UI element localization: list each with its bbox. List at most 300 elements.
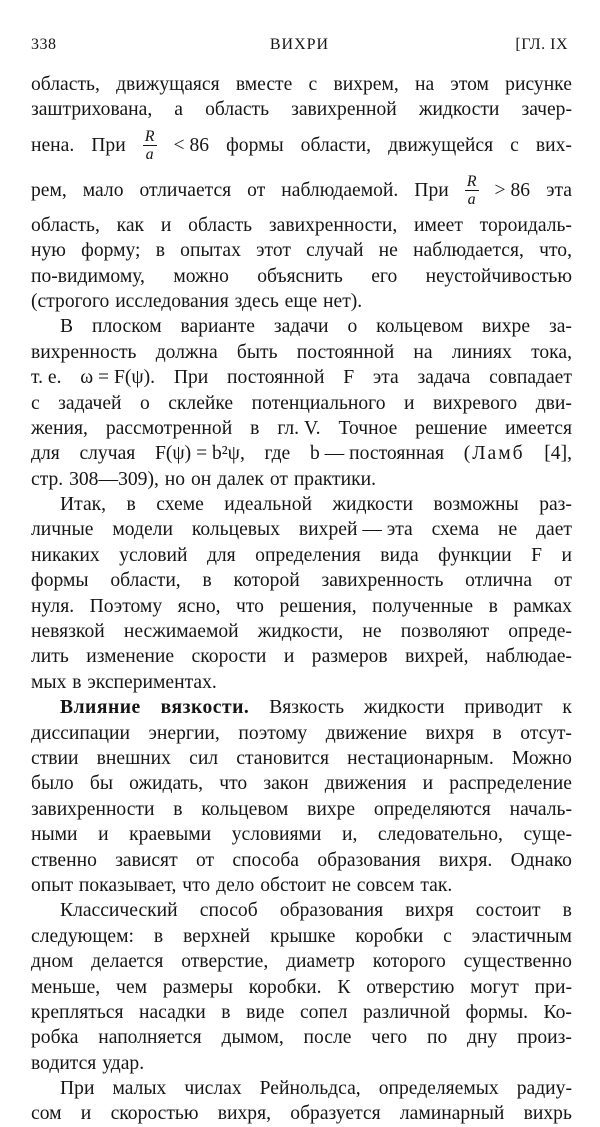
word: чего <box>371 1027 408 1049</box>
word: можно <box>173 265 229 287</box>
word: размеров <box>311 646 388 668</box>
word: форму; <box>81 240 141 262</box>
word: еще <box>284 290 318 312</box>
word: рассмотренной <box>105 417 233 439</box>
word: Ко- <box>543 1001 572 1023</box>
word: для <box>31 443 60 465</box>
word: К <box>337 976 351 998</box>
word: функции <box>438 544 512 566</box>
word: что, <box>539 240 572 262</box>
word: область <box>188 214 253 236</box>
word: исследования <box>115 290 229 312</box>
word: неустойчивостью <box>425 265 572 287</box>
word: с <box>510 134 519 156</box>
word: которого <box>372 951 446 973</box>
text-line <box>31 746 572 771</box>
word: движущейся <box>388 134 494 156</box>
section-heading-word: Влияние <box>60 697 141 719</box>
word: ными <box>31 824 78 846</box>
word: существенно <box>463 951 572 973</box>
text-line <box>31 213 572 238</box>
word: модели <box>112 519 173 541</box>
word: постоянной <box>226 367 325 389</box>
word: от <box>553 570 572 592</box>
word: становится <box>236 747 329 769</box>
word: ω = F(ψ). <box>80 367 156 389</box>
word: малых <box>112 1078 167 1100</box>
word: как <box>116 214 145 236</box>
word: сопел <box>299 1001 348 1023</box>
word: движение <box>325 722 408 744</box>
word: наполняется <box>98 1027 202 1049</box>
word: распределение <box>449 773 572 795</box>
word: ствии <box>31 747 79 769</box>
fraction-r-over-a <box>143 128 157 163</box>
word: обстоит <box>260 874 326 896</box>
word: опытах <box>180 240 241 262</box>
word: внешних <box>96 747 171 769</box>
word: склейке <box>168 392 234 414</box>
word: кольцевом <box>376 316 464 338</box>
word: образования <box>279 900 384 922</box>
word: на <box>413 341 433 363</box>
word: схеме <box>156 494 204 516</box>
word: могут <box>470 976 519 998</box>
word: тороидаль- <box>479 214 572 236</box>
word: рем, <box>31 179 67 201</box>
word: практики. <box>293 468 377 490</box>
word: отличается <box>139 179 232 201</box>
word: не <box>497 519 518 541</box>
word: линиях <box>451 341 512 363</box>
word: поэтому <box>238 722 308 744</box>
word: область, <box>31 214 100 236</box>
word: вихря. <box>439 849 493 871</box>
text-line <box>31 594 572 619</box>
text-line <box>31 924 572 949</box>
word: рамках <box>513 595 572 617</box>
fraction-denominator: a <box>467 190 476 208</box>
text-line <box>31 416 572 441</box>
word: Однако <box>510 849 572 871</box>
text-line <box>31 848 572 873</box>
word: совсем <box>356 874 415 896</box>
word: и <box>98 824 109 846</box>
running-title: ВИХРИ <box>269 36 330 53</box>
word: числах <box>184 1078 242 1100</box>
text-line <box>31 1025 572 1050</box>
word: удар. <box>102 1052 145 1074</box>
word: приводит <box>464 697 543 719</box>
word: В <box>60 316 74 338</box>
word: что <box>236 595 264 617</box>
word: возможны <box>433 494 519 516</box>
word: здесь <box>234 290 279 312</box>
word: плоском <box>92 316 162 338</box>
word: верхней <box>183 925 251 947</box>
word: было <box>31 773 74 795</box>
word: по <box>426 1027 448 1049</box>
word: с <box>443 925 452 947</box>
text-line <box>31 568 572 593</box>
text-line <box>31 1000 572 1025</box>
word: вихря <box>425 722 474 744</box>
text-line <box>31 340 572 365</box>
text-line <box>31 264 572 289</box>
fraction-r-over-a <box>465 173 479 208</box>
word: нена. <box>31 134 75 156</box>
word: наблюдае- <box>485 646 572 668</box>
word: не <box>362 621 382 643</box>
word: в <box>126 494 136 516</box>
word: при- <box>534 976 572 998</box>
word: раз- <box>539 494 572 516</box>
word: При <box>414 179 449 201</box>
word: он <box>190 468 212 490</box>
word: [4], <box>544 443 572 465</box>
word: в <box>72 671 82 693</box>
text-line <box>31 365 572 390</box>
word: постоянной <box>296 341 395 363</box>
word: имеет <box>414 214 463 236</box>
word: гл. V. <box>277 417 321 439</box>
word: за- <box>548 316 572 338</box>
word: наблюдаемой. <box>281 179 399 201</box>
word: делается <box>91 951 164 973</box>
word: в <box>492 722 502 744</box>
word: и <box>422 773 434 795</box>
word: образования <box>317 849 421 871</box>
word: определения <box>255 544 361 566</box>
word: условиями <box>231 824 322 846</box>
word: образуется <box>290 1103 381 1125</box>
word: в <box>173 798 183 820</box>
text-line <box>31 441 572 466</box>
word: водится <box>31 1052 97 1074</box>
word: от <box>247 179 266 201</box>
text-line <box>31 492 572 517</box>
word: в <box>221 1001 231 1023</box>
word: случай <box>306 240 364 262</box>
word: с <box>31 392 40 414</box>
text-line <box>31 1051 572 1076</box>
word: должна <box>155 341 218 363</box>
word: области, <box>110 570 181 592</box>
word: заштрихована, <box>31 99 153 121</box>
word: отлична <box>465 570 533 592</box>
word: ясно, <box>177 595 221 617</box>
word: насадки <box>139 1001 206 1023</box>
text-line <box>31 314 572 339</box>
word: рисунке <box>505 74 572 95</box>
word: отверстию <box>366 976 455 998</box>
word: что <box>219 773 248 795</box>
word: после <box>303 1027 352 1049</box>
text-line <box>31 97 572 122</box>
word: и <box>283 646 295 668</box>
word: крышке <box>270 925 336 947</box>
text-line <box>31 168 572 213</box>
word: вихрем, <box>333 74 399 95</box>
word: движущаяся <box>116 74 220 95</box>
word: его <box>371 265 398 287</box>
word: способ <box>199 900 258 922</box>
word: этот <box>256 240 291 262</box>
word: что <box>182 874 211 896</box>
word: в <box>202 570 212 592</box>
word: различной <box>362 1001 451 1023</box>
word: лить <box>31 646 69 668</box>
text-line <box>31 391 572 416</box>
word: эластичным <box>471 925 572 947</box>
word: произ- <box>517 1027 572 1049</box>
word: способа <box>232 849 300 871</box>
word: Можно <box>511 747 572 769</box>
word: не <box>331 874 351 896</box>
word: Точное <box>338 417 398 439</box>
word: опыт <box>31 874 74 896</box>
word: жидкости, <box>257 621 344 643</box>
word: личные <box>31 519 94 541</box>
word: где <box>264 443 291 465</box>
word: коробки. <box>248 976 322 998</box>
word: состоит <box>475 900 541 922</box>
word: отверстие, <box>181 951 269 973</box>
word: варианте <box>180 316 255 338</box>
word: меньше, <box>31 976 101 998</box>
text-line <box>31 467 572 492</box>
word: краевыми <box>129 824 212 846</box>
word: о <box>139 392 150 414</box>
word: показывает, <box>78 874 177 896</box>
word: При <box>60 1078 95 1100</box>
text-line <box>31 543 572 568</box>
word: робка <box>31 1027 79 1049</box>
word: задача <box>417 367 471 389</box>
word: нет). <box>323 290 363 312</box>
text-line <box>31 822 572 847</box>
word: эта <box>372 367 399 389</box>
word: идеальной <box>224 494 312 516</box>
word: ламинарный <box>399 1103 505 1125</box>
text-line <box>31 1101 572 1126</box>
word: схема <box>431 519 480 541</box>
word: скорости <box>191 646 267 668</box>
word: вихрей — эта <box>298 519 413 541</box>
word: При <box>173 367 209 389</box>
word: При <box>91 134 126 156</box>
word: < 86 <box>173 134 210 156</box>
text-line <box>31 238 572 263</box>
page-number: 338 <box>31 36 57 53</box>
word: вихре <box>307 798 356 820</box>
word: F(ψ) = b²ψ, <box>154 443 245 465</box>
word: жидкости <box>363 697 445 719</box>
word: завихренности, <box>268 214 398 236</box>
word: мало <box>82 179 124 201</box>
word: вихренность <box>31 341 137 363</box>
word: полученные <box>372 595 474 617</box>
word: зачер- <box>521 99 572 121</box>
word: и <box>80 1103 92 1125</box>
word: задачи <box>273 316 329 338</box>
word: началь- <box>509 798 572 820</box>
word: совпадает <box>489 367 572 389</box>
word: потенциального <box>251 392 386 414</box>
word: энергии, <box>148 722 220 744</box>
word: быть <box>236 341 278 363</box>
word: наблюдается, <box>413 240 524 262</box>
text-line <box>31 1076 572 1101</box>
word: формы <box>31 570 89 592</box>
word: скоростью <box>110 1103 199 1125</box>
word: на <box>415 74 435 95</box>
word: вихрь <box>523 1103 572 1125</box>
word: жидкости <box>332 494 413 516</box>
word: тока, <box>531 341 572 363</box>
word: никаких <box>31 544 100 566</box>
chapter-label: [ГЛ. IX <box>515 36 568 53</box>
word: области, <box>300 134 372 156</box>
word: > 86 <box>494 179 531 201</box>
text-line <box>31 289 572 314</box>
word: в <box>562 900 572 922</box>
word: следующем: <box>31 925 134 947</box>
word: к <box>562 697 572 719</box>
word: кольцевых <box>191 519 281 541</box>
word: вихря <box>405 900 454 922</box>
word: и <box>160 214 172 236</box>
word: нестационарным. <box>347 747 494 769</box>
word: (строгого <box>31 290 110 312</box>
word: не <box>378 240 398 262</box>
word: несжимаемой <box>123 621 239 643</box>
word: F <box>531 544 543 566</box>
word: дает <box>536 519 572 541</box>
word: в <box>250 417 260 439</box>
word: стр. <box>31 468 64 490</box>
word: виде <box>246 1001 285 1023</box>
section-heading-word: вязкости. <box>160 697 250 719</box>
text-line <box>31 670 572 695</box>
fraction-denominator: a <box>145 145 154 163</box>
word: b — постоянная <box>309 443 445 465</box>
word: кольцевом <box>201 798 289 820</box>
word: экспериментах. <box>87 671 217 693</box>
text-line <box>31 517 572 542</box>
text-line <box>31 975 572 1000</box>
word: которой <box>233 570 300 592</box>
word: имеется <box>505 417 572 439</box>
word: мых <box>31 671 67 693</box>
word: чем <box>116 976 147 998</box>
word: решения, <box>279 595 357 617</box>
word: диаметр <box>286 951 355 973</box>
word: определяемых <box>378 1078 499 1100</box>
page-text <box>31 72 572 1127</box>
word: вихрей, <box>405 646 469 668</box>
text-line <box>31 797 572 822</box>
word: 308—309), <box>69 468 159 490</box>
word: завихренности <box>31 798 155 820</box>
word: Вязкость <box>269 697 345 719</box>
text-line <box>31 771 572 796</box>
word: ственно <box>31 849 97 871</box>
word: жения, <box>31 417 88 439</box>
word: сом <box>31 1103 62 1125</box>
text-line <box>31 123 572 168</box>
word: по-видимому, <box>31 265 145 287</box>
word: Итак, <box>60 494 107 516</box>
word: ную <box>31 240 66 262</box>
word: вихря, <box>217 1103 272 1125</box>
word: в <box>488 595 498 617</box>
word: изменение <box>86 646 175 668</box>
text-line <box>31 898 572 923</box>
word: эта <box>546 179 572 201</box>
word: Поэтому <box>89 595 163 617</box>
running-header <box>31 36 568 58</box>
word: решение <box>415 417 488 439</box>
word: область <box>205 99 270 121</box>
word: вместе <box>235 74 293 95</box>
text-line <box>31 949 572 974</box>
word: позволяют <box>400 621 490 643</box>
word: случая <box>79 443 136 465</box>
word: Классический <box>60 900 178 922</box>
word: размеры <box>162 976 233 998</box>
word: этом <box>450 74 489 95</box>
word: далек <box>217 468 264 490</box>
text-line <box>31 72 572 97</box>
word: и <box>403 392 415 414</box>
word: задачей <box>58 392 122 414</box>
word: жидкости <box>418 99 500 121</box>
fraction-numerator: R <box>466 172 477 190</box>
word: нуля. <box>31 595 75 617</box>
word: вихревого <box>432 392 518 414</box>
word: формы. <box>465 1001 529 1023</box>
word: с <box>308 74 318 95</box>
word: коробки <box>355 925 424 947</box>
fraction-numerator: R <box>144 127 155 145</box>
word: невязкой <box>31 621 105 643</box>
text-line <box>31 721 572 746</box>
word: сил <box>189 747 219 769</box>
word: F <box>343 367 355 389</box>
word: от <box>269 468 288 490</box>
word: закон <box>263 773 309 795</box>
word: вих- <box>535 134 572 156</box>
word: диссипации <box>31 722 130 744</box>
word: условий <box>119 544 188 566</box>
word: для <box>206 544 236 566</box>
word: бы <box>89 773 114 795</box>
word: дымом, <box>221 1027 284 1049</box>
word: движения <box>324 773 407 795</box>
text-line <box>31 695 572 720</box>
word: вида <box>380 544 419 566</box>
word: крепляться <box>31 1001 124 1023</box>
word: дело <box>216 874 255 896</box>
word: а <box>174 99 183 121</box>
word: от <box>195 849 215 871</box>
word: завихренной <box>291 99 397 121</box>
word: вихре <box>482 316 531 338</box>
word: опреде- <box>508 621 572 643</box>
text-line <box>31 873 572 898</box>
word: Рейнольдса, <box>259 1078 361 1100</box>
